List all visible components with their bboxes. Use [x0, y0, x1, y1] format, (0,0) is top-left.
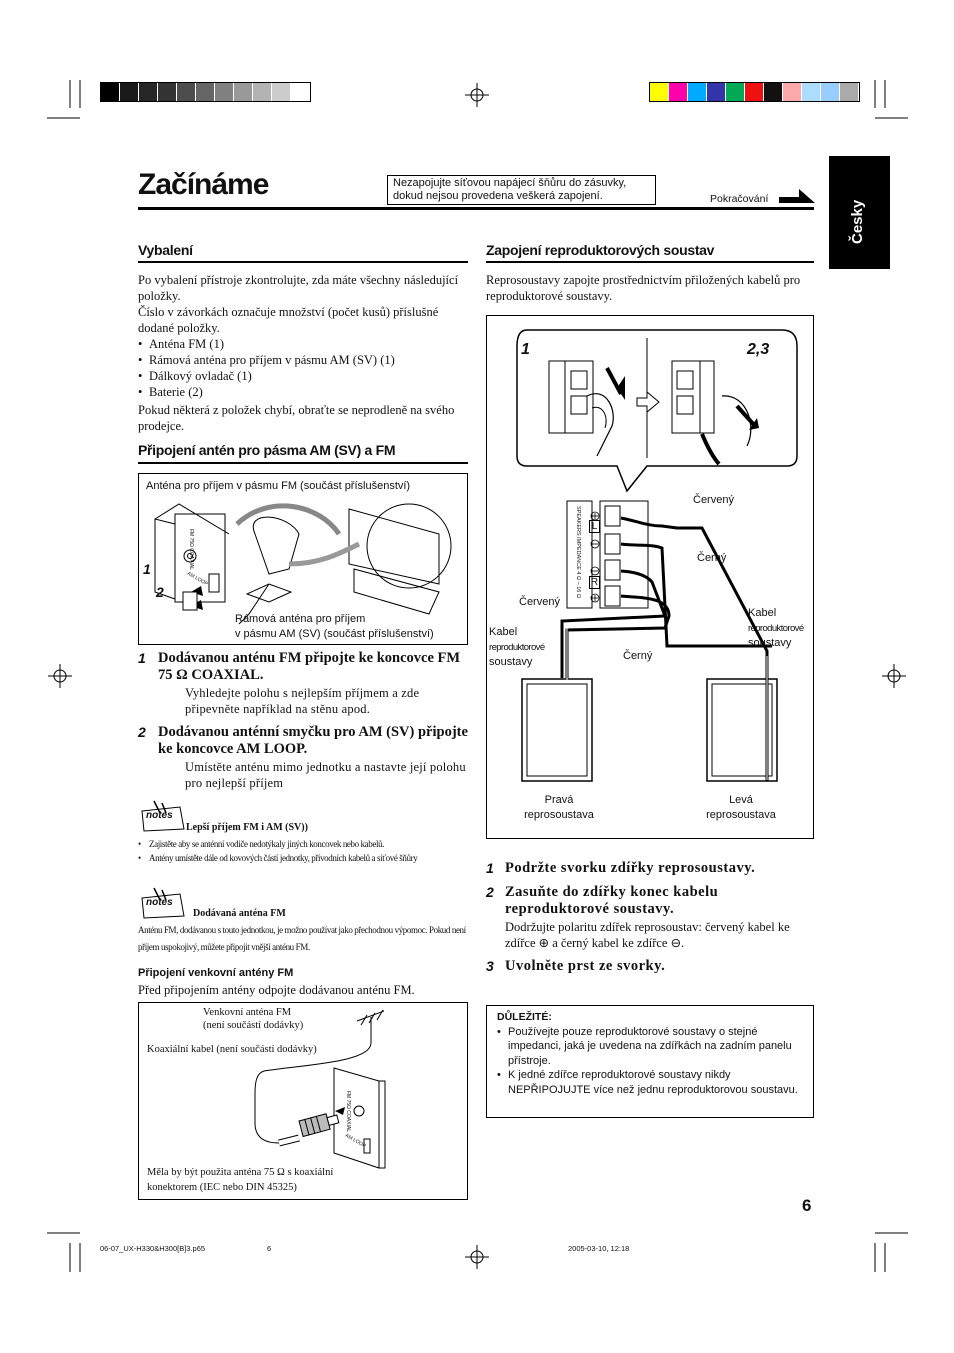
list-item: • Dálkový ovladač (1) — [138, 368, 466, 384]
page-number: 6 — [802, 1196, 812, 1215]
step-text: Dodržujte polaritu zdířek reprosoustav: červený kabel ke zdířce ⊕ a černý kabel ke zdířce ⊖. — [505, 920, 790, 950]
outdoor-heading: Připojení venkovní antény FM — [138, 967, 294, 979]
speaker-illustration — [487, 316, 815, 840]
important-list — [497, 1025, 803, 1098]
left-speaker-label-1: Levá — [729, 794, 753, 806]
speakers-heading: Zapojení reproduktorových soustav — [486, 242, 715, 258]
step-number: 1 — [486, 860, 494, 876]
cable-label-left-3: soustavy — [489, 656, 533, 668]
outdoor-label2: Koaxiální kabel (není součástí dodávky) — [147, 1044, 317, 1055]
antenna-step-1 — [138, 650, 468, 717]
terminal-am-label: AM LOOP — [344, 1132, 367, 1150]
page-title: Začínáme — [138, 168, 269, 201]
step-number: 3 — [486, 958, 494, 974]
terminal-l: L — [589, 520, 600, 533]
antenna-rule — [138, 462, 468, 464]
terminal-fm-label: FM 75Ω COAXIAL — [345, 1091, 351, 1132]
outdoor-label3b: konektorem (IEC nebo DIN 45325) — [147, 1182, 297, 1193]
outdoor-label3a: Měla by být použita anténa 75 Ω s koaxiální — [147, 1167, 334, 1178]
list-item: • Antény umístěte dále od kovových částí jednotky, přívodních kabelů a síťové šňůry — [138, 851, 468, 865]
figure-step-2: 2 — [156, 584, 164, 600]
step-title: Zasuňte do zdířky konec kabelu reproduktorové soustavy. — [505, 884, 719, 917]
am-loop-label2: v pásmu AM (SV) (součást příslušenství) — [235, 628, 434, 640]
warning-box: Nezapojujte síťovou napájecí šňůru do zásuvky, dokud nejsou provedena veškerá zapojení. — [387, 175, 656, 205]
step-text: Umístěte anténu mimo jednotku a nastavte její polohu pro nejlepší příjem — [185, 760, 466, 790]
red-wire-label-left: Červený — [519, 596, 560, 608]
title-rule — [138, 207, 814, 210]
cable-label-left-2: reproduktorové — [489, 642, 545, 653]
list-item: • Rámová anténa pro příjem v pásmu AM (SV) (1) — [138, 352, 466, 368]
language-tab-label: Česky — [849, 199, 866, 244]
list-item: • Baterie (2) — [138, 384, 466, 400]
unpacking-text — [138, 272, 466, 434]
step-number: 2 — [486, 884, 494, 900]
notes-word: notes — [146, 897, 173, 908]
outdoor-label1a: Venkovní anténa FM — [203, 1007, 292, 1018]
continued-label: Pokračování — [710, 193, 769, 205]
terminal-am-label: AM LOOP — [186, 570, 209, 588]
important-title: DŮLEŽITÉ: — [497, 1011, 552, 1023]
outdoor-text: Před připojením antény odpojte dodávanou anténu FM. — [138, 983, 415, 997]
step-title: Uvolněte prst ze svorky. — [505, 958, 666, 974]
footer-file: 06-07_UX-H330&H300[B]3.p65 — [100, 1244, 206, 1253]
antenna-heading: Připojení antén pro pásma AM (SV) a FM — [138, 442, 396, 458]
step-title: Dodávanou anténní smyčku pro AM (SV) připojte ke koncovce AM LOOP. — [158, 724, 468, 757]
step-title: Dodávanou anténu FM připojte ke koncovce FM 75 Ω COAXIAL. — [158, 650, 461, 683]
unpacking-intro1: Po vybalení přístroje zkontrolujte, zda máte všechny následující položky. — [138, 273, 459, 303]
figure-step-1: 1 — [143, 561, 151, 577]
note2-title: Dodávaná anténa FM — [193, 908, 286, 919]
cable-label-left-1: Kabel — [489, 626, 518, 638]
red-wire-label-top: Červený — [693, 494, 734, 506]
antenna-step-2 — [138, 724, 468, 791]
speaker-step-2 — [486, 884, 814, 951]
step-title: Podržte svorku zdířky reprosoustavy. — [505, 860, 756, 876]
unpacking-intro2: Číslo v závorkách označuje množství (počet kusů) příslušné dodané položky. — [138, 305, 439, 335]
speaker-step-1 — [486, 860, 814, 877]
footer-date: 2005-03-10, 12:18 — [568, 1244, 630, 1253]
cable-label-right-1: Kabel — [748, 607, 777, 619]
list-item: • Anténa FM (1) — [138, 336, 466, 352]
unpacking-rule — [138, 261, 468, 263]
am-loop-label1: Rámová anténa pro příjem — [235, 613, 366, 625]
list-item: • Zajistěte aby se anténní vodiče nedotýkaly jiných koncovek nebo kabelů. — [138, 837, 468, 851]
note2-text: Anténu FM, dodávanou s touto jednotkou, je možno používat jako přechodnou výpomoc. Pokud není příjem uspokojivý, můžete připojit vnější anténu FM. — [138, 925, 466, 952]
fm-antenna-label: Anténa pro příjem v pásmu FM (součást příslušenství) — [146, 480, 411, 492]
speakers-intro: Reprosoustavy zapojte prostřednictvím přiložených kabelů pro reproduktorové soustavy. — [486, 273, 801, 303]
step-number: 1 — [138, 650, 146, 666]
step-text: Vyhledejte polohu s nejlepším příjmem a zde připevněte například na stěnu apod. — [185, 686, 420, 716]
cable-label-right-2: reproduktorové — [748, 623, 804, 634]
speaker-figure — [486, 315, 814, 839]
outdoor-antenna-figure — [138, 1002, 468, 1200]
notes-word: notes — [146, 810, 173, 821]
figure-step-1: 1 — [521, 341, 530, 358]
impedance-label: SPEAKERS IMPEDANCE 4 Ω – 16 Ω — [575, 506, 581, 598]
step-number: 2 — [138, 724, 146, 740]
black-wire-label-left: Černý — [623, 650, 653, 662]
list-item: • Používejte pouze reproduktorové soustavy o stejné impedanci, jaká je uvedena na zdířkách na zadním panelu přístroje. — [497, 1025, 803, 1069]
arrow-right-icon — [779, 189, 815, 205]
note1-title: Lepší příjem FM i AM (SV)) — [186, 822, 308, 833]
speakers-rule — [486, 261, 814, 263]
right-speaker-label-2: reprosoustava — [524, 809, 594, 821]
terminal-r: R — [590, 577, 599, 588]
list-item: • K jedné zdířce reproduktorové soustavy nikdy NEPŘIPOJUJTE více než jednu reproduktorovou soustavu. — [497, 1068, 803, 1097]
unpacking-list — [138, 336, 466, 400]
right-speaker-label-1: Pravá — [544, 794, 574, 806]
important-box — [486, 1005, 814, 1118]
unpacking-outro: Pokud některá z položek chybí, obraťte se neprodleně na svého prodejce. — [138, 403, 455, 433]
left-speaker-label-2: reprosoustava — [706, 809, 776, 821]
note1-list — [138, 837, 468, 865]
speaker-step-3 — [486, 958, 814, 975]
cable-label-right-3: soustavy — [748, 637, 792, 649]
outdoor-label1b: (není součástí dodávky) — [203, 1020, 304, 1031]
terminal-fm-label: FM 75Ω COAXIAL — [188, 529, 194, 570]
language-tab — [829, 156, 890, 269]
footer-file-page: 6 — [267, 1244, 272, 1253]
antenna-figure — [138, 473, 468, 645]
figure-step-23: 2,3 — [747, 341, 770, 358]
black-wire-label-top: Černý — [697, 552, 727, 564]
unpacking-heading: Vybalení — [138, 242, 193, 258]
